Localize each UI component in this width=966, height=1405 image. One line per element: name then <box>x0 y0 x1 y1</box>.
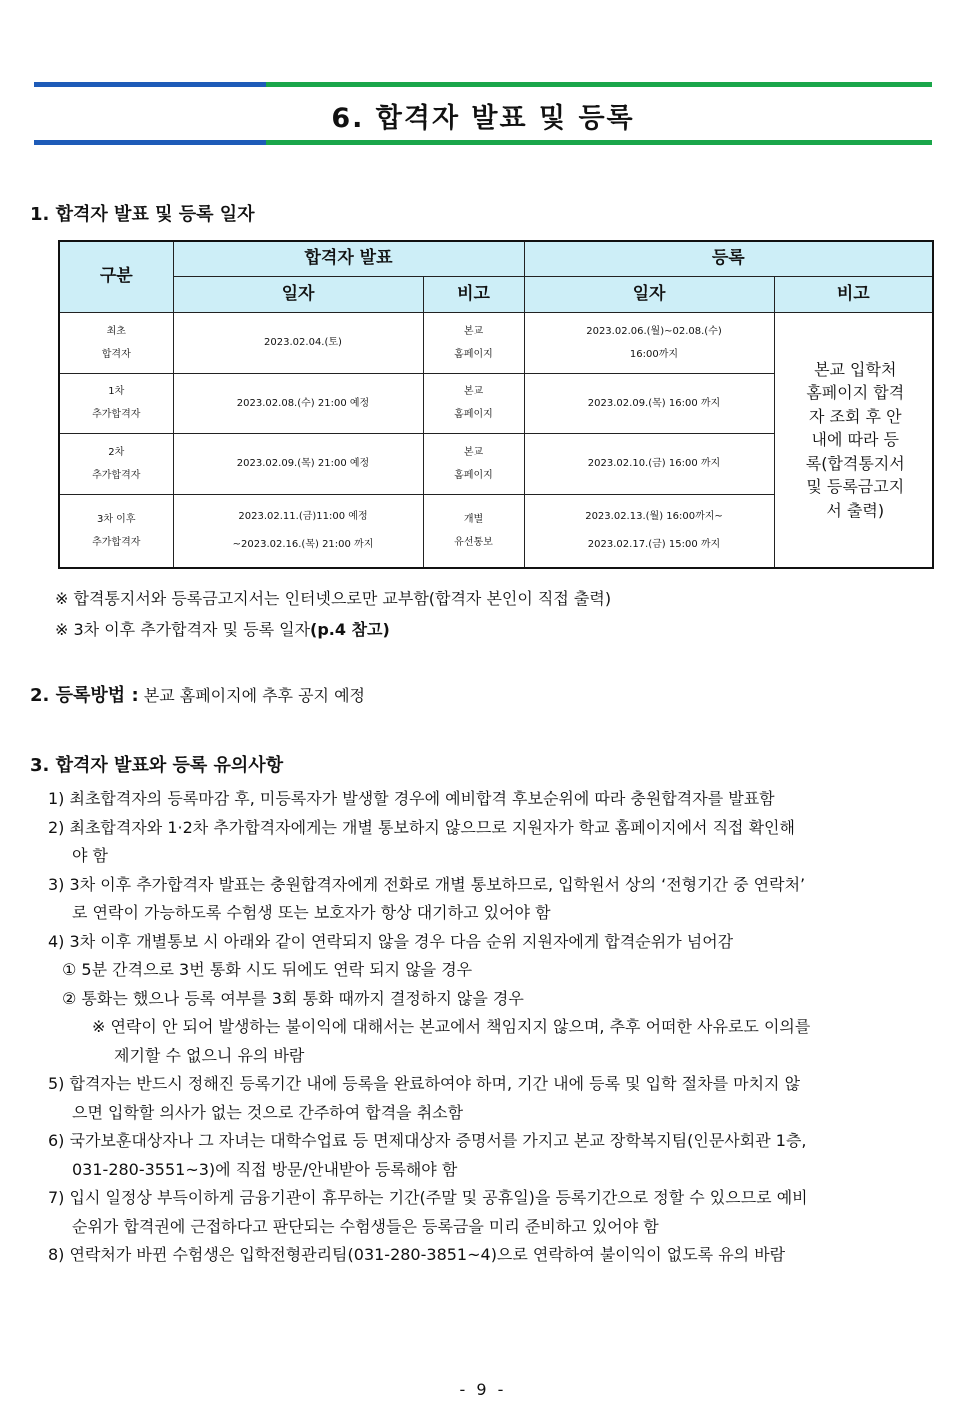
title-top-rule <box>34 82 932 87</box>
row-announce-note: 본교 홈페이지 <box>423 433 524 494</box>
page-title: 6. 합격자 발표 및 등록 <box>331 103 635 134</box>
section2-heading: 2. 등록방법 : 본교 홈페이지에 추후 공지 예정 <box>30 685 366 706</box>
list-item: 3) 3차 이후 추가합격자 발표는 충원합격자에게 전화로 개별 통보하므로, 입학원서 상의 ‘전형기간 중 연락처’ <box>48 874 806 894</box>
table-row <box>59 312 933 373</box>
list-item: 6) 국가보훈대상자나 그 자녀는 대학수업료 등 면제대상자 증명서를 가지고 본교 장학복지팀(인문사회관 1층, <box>48 1131 807 1150</box>
row-category: 2차 추가합격자 <box>59 433 173 494</box>
row-register-date: 2023.02.13.(월) 16:00까지~ 2023.02.17.(금) 15:00 까지 <box>524 494 774 568</box>
subheader-announce-note: 비고 <box>423 276 524 312</box>
row-announce-date: 2023.02.09.(목) 21:00 예정 <box>173 433 423 494</box>
schedule-table <box>58 240 934 569</box>
list-item: ※ 연락이 안 되어 발생하는 불이익에 대해서는 본교에서 책임지지 않으며, 추후 어떠한 사유로도 이의를 <box>92 1017 811 1036</box>
table-note: ※ 합격통지서와 등록금고지서는 인터넷으로만 교부함(합격자 본인이 직접 출력) <box>55 589 612 608</box>
list-item: 제기할 수 없으니 유의 바람 <box>114 1045 305 1065</box>
row-announce-note: 본교 홈페이지 <box>423 312 524 373</box>
row-category: 1차 추가합격자 <box>59 373 173 433</box>
section1-heading: 1. 합격자 발표 및 등록 일자 <box>30 204 255 225</box>
notice-list <box>48 785 940 1270</box>
list-item: 7) 입시 일정상 부득이하게 금융기관이 휴무하는 기간(주말 및 공휴일)을 등록기간으로 정할 수 있으므로 예비 <box>48 1188 808 1207</box>
subheader-register-date: 일자 <box>524 276 774 312</box>
row-register-date: 2023.02.06.(월)~02.08.(수) 16:00까지 <box>524 312 774 373</box>
row-announce-note: 개별 유선통보 <box>423 494 524 568</box>
row-register-date: 2023.02.10.(금) 16:00 까지 <box>524 433 774 494</box>
list-item: ① 5분 간격으로 3번 통화 시도 뒤에도 연락 되지 않을 경우 <box>62 960 473 979</box>
list-item: ② 통화는 했으나 등록 여부를 3회 통화 때까지 결정하지 않을 경우 <box>62 988 524 1008</box>
list-item: 로 연락이 가능하도록 수험생 또는 보호자가 항상 대기하고 있어야 함 <box>72 903 551 922</box>
subheader-register-note: 비고 <box>774 276 933 312</box>
list-item: 4) 3차 이후 개별통보 시 아래와 같이 연락되지 않을 경우 다음 순위 지원자에게 합격순위가 넘어감 <box>48 931 734 951</box>
list-item: 8) 연락처가 바뀐 수험생은 입학전형관리팀(031-280-3851~4)으로 연락하여 불이익이 없도록 유의 바람 <box>48 1245 786 1264</box>
row-register-date: 2023.02.09.(목) 16:00 까지 <box>524 373 774 433</box>
row-category: 최초 합격자 <box>59 312 173 373</box>
header-announce: 합격자 발표 <box>173 241 524 276</box>
row-category: 3차 이후 추가합격자 <box>59 494 173 568</box>
register-note: 본교 입학처 홈페이지 합격 자 조회 후 안 내에 따라 등 록(합격통지서 및 등록금고지 서 출력) <box>774 312 933 568</box>
list-item: 031-280-3551~3)에 직접 방문/안내받아 등록해야 함 <box>72 1159 458 1179</box>
list-item: 야 함 <box>72 846 108 865</box>
row-announce-date: 2023.02.08.(수) 21:00 예정 <box>173 373 423 433</box>
table-note: ※ 3차 이후 추가합격자 및 등록 일자(p.4 참고) <box>55 620 390 639</box>
list-item: 5) 합격자는 반드시 정해진 등록기간 내에 등록을 완료하여야 하며, 기간 내에 등록 및 입학 절차를 마치지 않 <box>48 1074 801 1093</box>
page-number: - 9 - <box>459 1380 507 1399</box>
list-item: 1) 최초합격자의 등록마감 후, 미등록자가 발생할 경우에 예비합격 후보순위에 따라 충원합격자를 발표함 <box>48 789 775 808</box>
row-announce-date: 2023.02.11.(금)11:00 예정 ~2023.02.16.(목) 21:00 까지 <box>173 494 423 568</box>
subheader-announce-date: 일자 <box>173 276 423 312</box>
title-bottom-rule <box>34 140 932 145</box>
list-item: 으면 입학할 의사가 없는 것으로 간주하여 합격을 취소함 <box>72 1102 464 1122</box>
row-announce-note: 본교 홈페이지 <box>423 373 524 433</box>
row-announce-date: 2023.02.04.(토) <box>173 312 423 373</box>
header-register: 등록 <box>524 241 933 276</box>
list-item: 순위가 합격권에 근접하다고 판단되는 수험생들은 등록금을 미리 준비하고 있어야 함 <box>72 1216 659 1236</box>
section3-heading: 3. 합격자 발표와 등록 유의사항 <box>30 755 284 776</box>
list-item: 2) 최초합격자와 1·2차 추가합격자에게는 개별 통보하지 않으므로 지원자가 학교 홈페이지에서 직접 확인해 <box>48 817 795 837</box>
header-category: 구분 <box>59 241 173 312</box>
